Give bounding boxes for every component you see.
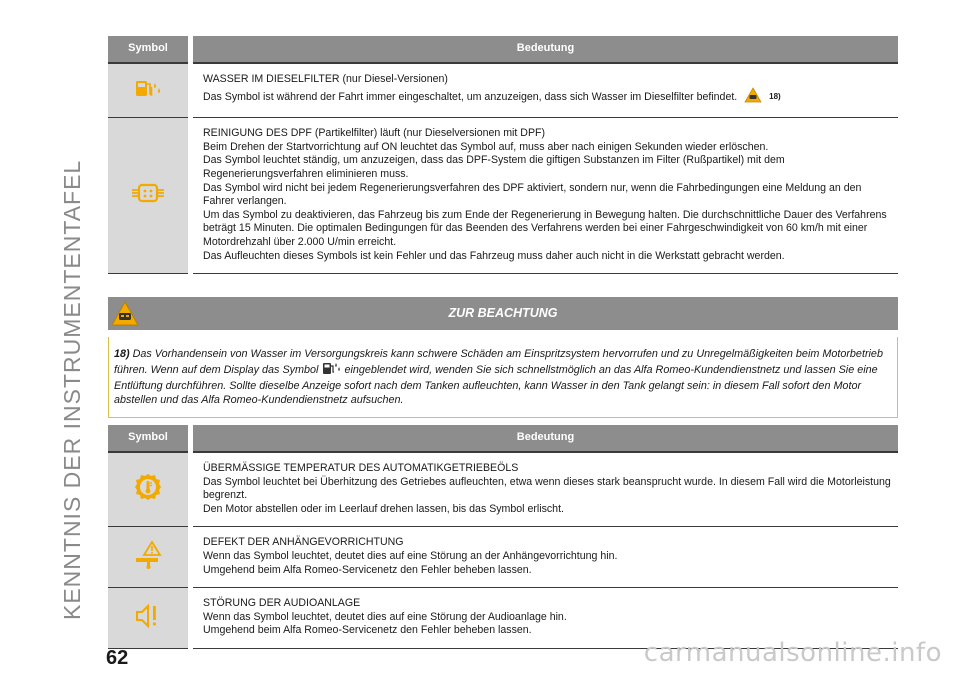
meaning-cell [191, 63, 899, 118]
column-header-meaning: Bedeutung [191, 425, 899, 452]
table-header-row [108, 425, 898, 452]
table-row [108, 452, 898, 527]
meaning-cell [191, 118, 899, 274]
note-reference: 18) [769, 92, 781, 102]
warning-note-heading: ZUR BEACHTUNG [448, 306, 558, 320]
symbol-table-2 [108, 425, 898, 649]
symbol-cell [108, 588, 191, 649]
symbol-description: Das Aufleuchten dieses Symbols ist kein Fehler und das Fahrzeug muss daher auch nicht in die Werkstatt gebracht werden. [203, 249, 785, 262]
symbol-description: Das Symbol wird nicht bei jedem Regenerierungsverfahren des DPF aktiviert, sondern nur, wenn die Fahrbedingungen eine Meldung an den Fahrer verlangen. [203, 181, 862, 208]
trailer-hitch-fault-icon [133, 540, 163, 575]
warning-note-body [108, 337, 898, 418]
symbol-cell [108, 63, 191, 118]
audio-system-fault-icon [133, 601, 163, 636]
sidebar-section-title: KENNTNIS DER INSTRUMENTENTAFEL [59, 159, 85, 620]
note-reference: 18) [114, 348, 130, 360]
transmission-oil-temperature-icon [133, 472, 163, 507]
meaning-cell [191, 527, 899, 588]
warning-triangle-icon [110, 300, 140, 340]
water-in-diesel-filter-icon [133, 77, 163, 104]
symbol-title: WASSER IM DIESELFILTER (nur Diesel-Versionen) [203, 73, 448, 85]
warning-note-header [108, 297, 898, 330]
table-row [108, 63, 898, 118]
symbol-description: Um das Symbol zu deaktivieren, das Fahrzeug bis zum Ende der Regenerierung in Bewegung halten. Die durchschnittliche Dauer des Verfahrens beträgt 15 Minuten. Die optimalen Bedingungen für das Beenden des Verfahrens werden bei einer Fahrgeschwindigkeit von 60 km/h mit einer Motordrehzahl über 2.000 U/min erreicht. [203, 208, 887, 248]
symbol-description: Den Motor abstellen oder im Leerlauf drehen lassen, bis das Symbol erlischt. [203, 502, 564, 515]
dpf-regeneration-icon [131, 181, 165, 210]
symbol-title: ÜBERMÄSSIGE TEMPERATUR DES AUTOMATIKGETRIEBEÖLS [203, 462, 519, 474]
symbol-cell [108, 452, 191, 527]
table-row [108, 527, 898, 588]
watermark: carmanualsonline.info [643, 638, 942, 668]
note-text-part1: Das Vorhandensein von Wasser im Versorgungskreis kann schwere Schäden am Einspritzsystem hervorrufen und zu Unregelmäßigkeiten beim Motorbetrieb führen. Wenn auf dem Display das Symbol [114, 348, 883, 376]
table-header-row [108, 36, 898, 63]
symbol-description: Wenn das Symbol leuchtet, deutet dies auf eine Störung der Audioanlage hin. [203, 610, 567, 623]
column-header-symbol: Symbol [108, 425, 191, 452]
note-text-part2: eingeblendet wird, wenden Sie sich schnellstmöglich an das Alfa Romeo-Kundendienstnetz und lassen Sie eine Entlüftung durchführen. Sollte dieselbe Anzeige sofort nach dem Tanken aufleuchten, kann Wasser in den Tank gelangt sein: in diesem Fall sofort den Motor abstellen und das Alfa Romeo-Kundendienstnetz aufsuchen. [114, 363, 878, 406]
meaning-cell [191, 452, 899, 527]
symbol-cell [108, 527, 191, 588]
column-header-symbol: Symbol [108, 36, 191, 63]
table-row [108, 118, 898, 274]
warning-note-box [108, 297, 898, 418]
warning-reference-icon [744, 87, 762, 108]
symbol-description: Wenn das Symbol leuchtet, deutet dies auf eine Störung an der Anhängevorrichtung hin. [203, 549, 618, 562]
symbol-cell [108, 118, 191, 274]
symbol-title: DEFEKT DER ANHÄNGEVORRICHTUNG [203, 536, 404, 549]
symbol-title: STÖRUNG DER AUDIOANLAGE [203, 597, 361, 610]
symbol-description: Das Symbol leuchtet bei Überhitzung des Getriebes aufleuchten, etwa wenn dieses stark beansprucht wurde. In diesem Fall wird die Motorleistung begrenzt. [203, 475, 891, 502]
symbol-description: Das Symbol leuchtet ständig, um anzuzeigen, dass das DPF-System die giftigen Substanzen im Filter (Rußpartikel) mit dem Regenerierungsverfahren eliminieren muss. [203, 154, 785, 180]
symbol-description: Beim Drehen der Startvorrichtung auf ON leuchtet das Symbol auf, muss aber nach einigen Sekunden wieder erlöschen. [203, 140, 769, 153]
symbol-title: REINIGUNG DES DPF (Partikelfilter) läuft (nur Dieselversionen mit DPF) [203, 127, 546, 140]
water-in-diesel-filter-icon [321, 361, 341, 379]
symbol-table-1 [108, 36, 898, 274]
symbol-description: Umgehend beim Alfa Romeo-Servicenetz den Fehler beheben lassen. [203, 624, 532, 637]
page-number: 62 [106, 647, 129, 669]
symbol-description: Umgehend beim Alfa Romeo-Servicenetz den Fehler beheben lassen. [203, 563, 532, 576]
symbol-description: Das Symbol ist während der Fahrt immer eingeschaltet, um anzuzeigen, dass sich Wasser im Dieselfilter befindet. [203, 90, 738, 103]
column-header-meaning: Bedeutung [191, 36, 899, 63]
